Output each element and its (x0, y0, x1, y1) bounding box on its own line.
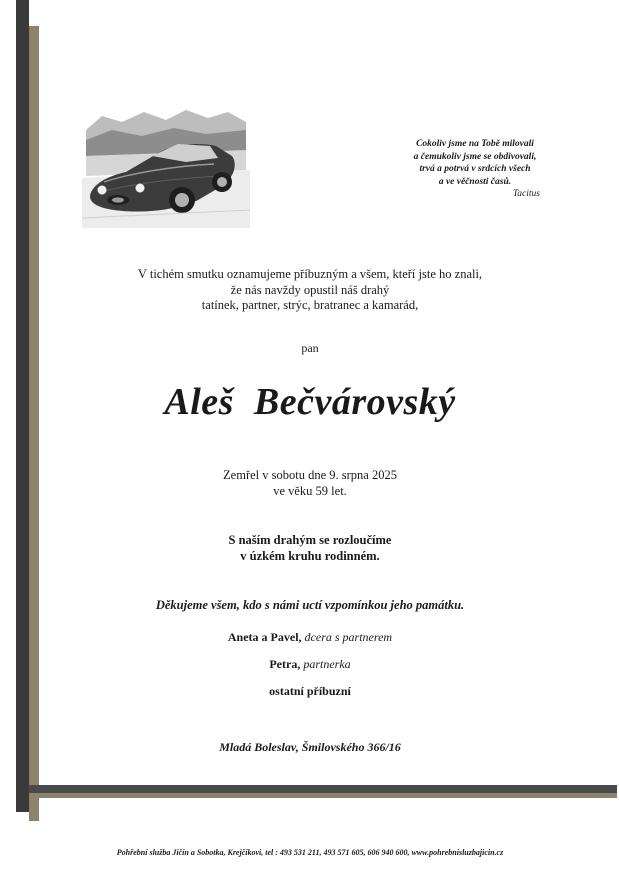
deceased-name: Aleš Bečvárovský (164, 381, 456, 423)
mourner-relation: partnerka (303, 657, 351, 671)
farewell-line: v úzkém kruhu rodinném. (240, 548, 380, 563)
announcement-text (100, 267, 520, 314)
death-info (160, 468, 460, 499)
mourner-entry (110, 657, 510, 672)
frame-bottom-dark-bar (29, 785, 617, 793)
death-date: Zemřel v sobotu dne 9. srpna 2025 (223, 468, 397, 482)
title-word: pan (301, 341, 319, 355)
mourner-name: Petra, (269, 657, 301, 671)
other-relatives: ostatní příbuzní (269, 684, 351, 698)
family-address: Mladá Boleslav, Šmilovského 366/16 (219, 740, 401, 754)
death-age: ve věku 59 let. (273, 483, 347, 498)
announcement-line: V tichém smutku oznamujeme příbuzným a všem, kteří jste ho znali, (137, 267, 483, 281)
mourner-entry (110, 630, 510, 645)
frame-bottom-light-bar (29, 793, 617, 798)
quote-line: a ve věčnosti časů. (438, 176, 512, 187)
funeral-service-footer: Pohřební služba Jičín a Sobotka, Krejčíkovi, tel : 493 531 211, 493 571 605, 606 940 600, www.pohrebnisluzbajicin.cz (116, 848, 504, 857)
quote-line: a čemukoliv jsme se obdivovali, (413, 151, 537, 162)
memorial-quote (395, 138, 555, 201)
mourner-relation: dcera s partnerem (304, 630, 393, 644)
announcement-line: že nás navždy opustil náš drahý (230, 282, 390, 297)
quote-author: Tacitus (512, 189, 540, 199)
mourner-name: Aneta a Pavel, (227, 630, 302, 644)
announcement-line: tatínek, partner, strýc, bratranec a kamarád, (201, 298, 419, 312)
quote-line: trvá a potrvá v srdcích všech (419, 164, 531, 174)
frame-left-dark-bar (16, 0, 29, 812)
frame-left-light-bar (29, 26, 39, 821)
quote-line: Cokoliv jsme na Tobě milovali (416, 139, 534, 149)
farewell-notice (160, 533, 460, 564)
thanks-line: Děkujeme všem, kdo s námi uctí vzpomínkou jeho památku. (155, 598, 465, 612)
vintage-car-illustration (82, 100, 250, 228)
farewell-line: S naším drahým se rozloučíme (228, 533, 392, 547)
